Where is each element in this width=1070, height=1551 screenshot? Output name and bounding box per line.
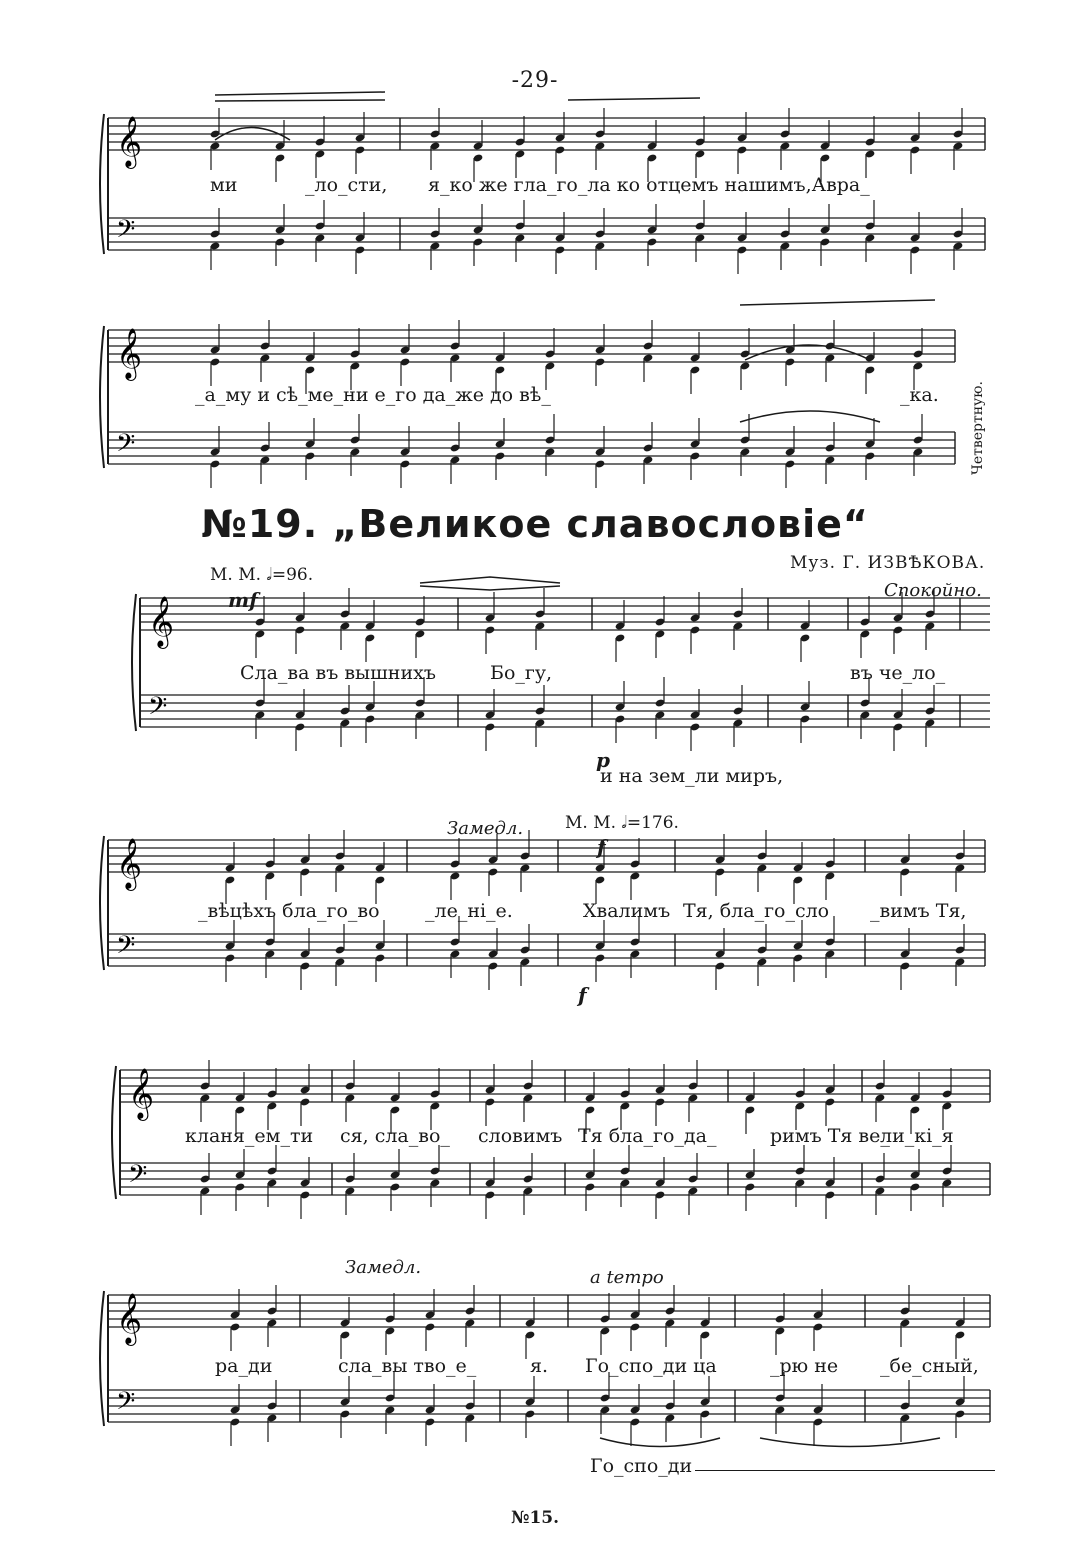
lyric-s1-b: _ло_сти, <box>305 174 388 196</box>
bass-clef-icon: 𝄢 <box>148 692 168 727</box>
lyric-s3-b: Бо_гу, <box>490 662 553 684</box>
lyric-s5-f: ли_кі_я <box>880 1125 954 1147</box>
metronome-marking-2: М. М. 𝅗𝅥=176. <box>565 813 679 833</box>
bass-clef-icon: 𝄢 <box>116 931 136 966</box>
tempo-marking-calm: Спокойно. <box>884 580 982 601</box>
lyric-s4-d: Тя, бла_го_сло <box>683 900 830 922</box>
tempo-marking-a-tempo: a tempo <box>590 1267 664 1288</box>
composer-credit: Муз. Г. ИЗВѢКОВА. <box>790 553 986 573</box>
lyric-s2-a: _а_му и сѣ_ме_ни е_го да_же до вѣ_ <box>195 384 551 406</box>
lyric-s5-a: кланя_ем_ти <box>185 1125 314 1147</box>
lyric-s6-e: _рю не <box>770 1355 839 1377</box>
lyric-s6-bottom: Го_спо_ди <box>590 1455 693 1477</box>
lyric-s6-f: _бе_сный, <box>880 1355 979 1377</box>
slur <box>760 1438 940 1447</box>
dynamic-p: p <box>596 748 610 772</box>
system-6-brace <box>100 1291 104 1426</box>
hairpin-icon <box>420 586 560 590</box>
system-2-brace <box>100 326 104 468</box>
bass-clef-icon: 𝄢 <box>116 429 136 464</box>
treble-clef-icon: 𝄞 <box>116 838 143 889</box>
lyric-s5-b: ся, сла_во_ <box>340 1125 450 1147</box>
lyric-s2-b: _ка. <box>900 384 939 406</box>
dynamic-f-top: f <box>597 835 606 859</box>
lyric-s3-a: Сла_ва въ вышнихъ <box>240 662 436 684</box>
bass-clef-icon: 𝄢 <box>116 1387 136 1422</box>
lyric-s5-d: Тя бла_го_да_ <box>578 1125 717 1147</box>
hairpin-icon <box>420 577 560 583</box>
lyric-s6-b: сла_вы тво_е_ <box>338 1355 477 1377</box>
lyric-s3-bottom: и на зем_ли миръ, <box>600 765 784 787</box>
hairpin-line <box>568 98 700 100</box>
slur <box>745 345 870 360</box>
lyric-s6-d: Го_спо_ди ца <box>585 1355 717 1377</box>
treble-clef-icon: 𝄞 <box>148 596 175 647</box>
lyric-s4-e: _вимъ Тя, <box>870 900 967 922</box>
dynamic-f-bottom: f <box>578 983 587 1007</box>
page-number: -29- <box>511 68 559 93</box>
piece-title: №19. „Великое славословіе“ <box>201 502 869 546</box>
bass-clef-icon: 𝄢 <box>116 215 136 250</box>
treble-clef-icon: 𝄞 <box>128 1068 155 1119</box>
treble-clef-icon: 𝄞 <box>116 328 143 379</box>
lyric-s6-c: я. <box>530 1355 549 1377</box>
lyric-s5-e: римъ Тя ве_ <box>770 1125 890 1147</box>
system-5-brace <box>112 1066 116 1199</box>
system-4-brace <box>100 836 104 970</box>
slur <box>740 411 880 422</box>
slur <box>600 1438 720 1447</box>
lyric-s1-c: я_ко же гла_го_ла ко отцемъ нашимъ,Авра_ <box>428 174 870 196</box>
tempo-marking-slow-2: Замедл. <box>345 1257 422 1278</box>
system-3-brace <box>132 594 136 731</box>
lyric-s4-c: Хвалимъ <box>583 900 671 922</box>
tempo-marking-slow-1: Замедл. <box>447 818 524 839</box>
lyric-s3-c: въ че_ло_ <box>850 662 946 684</box>
side-note: Четвертную. <box>970 381 986 475</box>
bass-clef-icon: 𝄢 <box>128 1160 148 1195</box>
hairpin-line <box>215 92 385 95</box>
page-footer: №15. <box>510 1508 560 1528</box>
system-1-brace <box>100 114 104 254</box>
treble-clef-icon: 𝄞 <box>116 116 143 167</box>
dynamic-mf: mf <box>228 588 258 612</box>
metronome-marking-1: М. М. 𝅗𝅥=96. <box>210 565 314 585</box>
lyric-s1-a: ми <box>210 174 238 196</box>
treble-clef-icon: 𝄞 <box>116 1293 143 1344</box>
hairpin-line <box>740 300 935 305</box>
lyric-s5-c: словимъ <box>478 1125 563 1147</box>
lyric-s4-a: _вѣцѣхъ бла_го_во <box>198 900 380 922</box>
lyric-s6-a: ра_ди <box>215 1355 273 1377</box>
hairpin-line <box>215 100 385 101</box>
lyric-s4-b: _ле_ні_е. <box>425 900 513 922</box>
